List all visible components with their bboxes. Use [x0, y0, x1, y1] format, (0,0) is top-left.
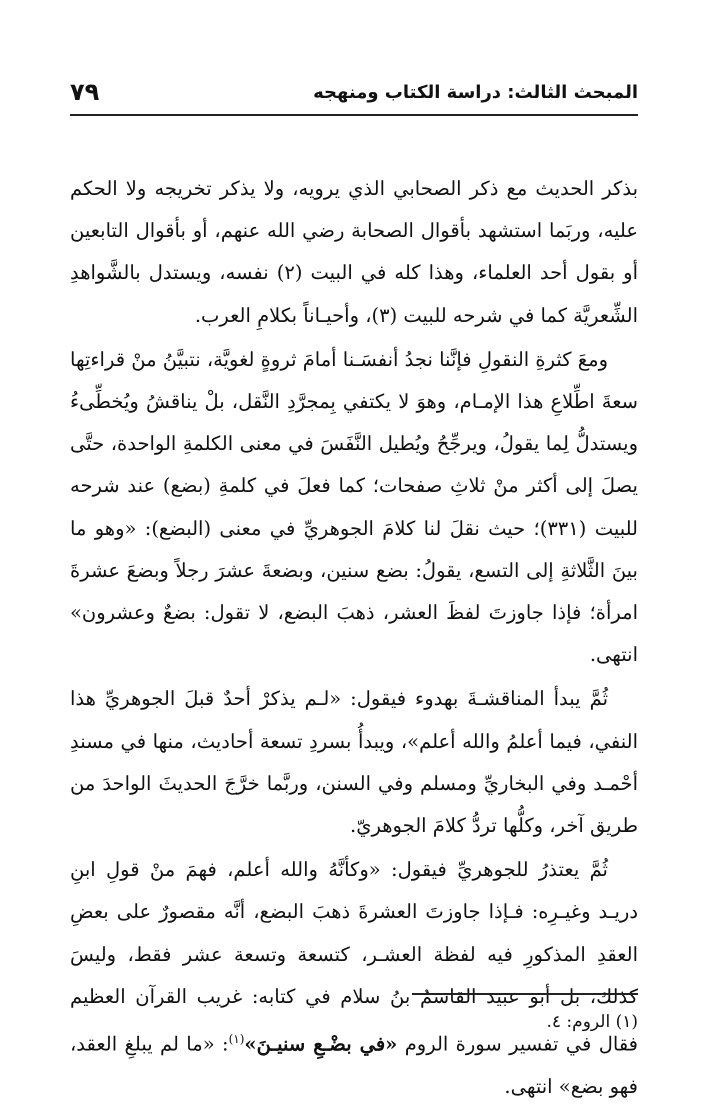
quranic-quote: «في بضْـعِ سنيـنَ» [244, 1032, 398, 1056]
footnote: (١) الروم: ٤. [546, 1012, 638, 1032]
header-divider [70, 114, 638, 116]
paragraph-4 [70, 849, 638, 1108]
footnote-divider [412, 993, 638, 995]
paragraph-4-main: ثُمَّ يعتذرُ للجوهريِّ فيقول: «وكأنَّهُ والله أعلم، فهمَ منْ قولِ ابنِ دريـد وغيـرِه: فـإذا جاوزتَ العشرةَ ذهبَ البضع، أنَّه مقصورٌ على بعضِ العقدِ المذكورِ فيه لفظة العشـر، كتسعة وتسعة عشر فقط، وليسَ كذلك، بل أبو عبيد القاسمُ بنُ سلام في كتابه: غريب القرآن العظيم فقال في تفسير سورة الروم [70, 858, 639, 1056]
page-number: ٧٩ [70, 78, 100, 106]
running-title: المبحث الثالث: دراسة الكتاب ومنهجه [313, 82, 638, 103]
paragraph-2: ومعَ كثرةِ النقولِ فإنَّنا نجدُ أنفسَـنا أمامَ ثروةٍ لغويَّة، نتبيَّنُ منْ قراءتِها سعةَ اطِّلاعِ هذا الإمـام، وهوَ لا يكتفي بِمجرَّدِ النَّقل، بلْ يناقشُ ويُخطِّىءُ ويستدلُّ لِما يقولُ، ويرجِّحُ ويُطيل النَّفَسَ في معنى الكلمةِ الواحدة، حتَّى يصلَ إلى أكثر منْ ثلاثِ صفحات؛ كما فعلَ في كلمةِ (بضع) عند شرحه للبيت (٣٣١)؛ حيث نقلَ لنا كلامَ الجوهريِّ في معنى (البضع): «وهو ما بينَ الثَّلاثةِ إلى التسع، يقولُ: بضع سنين، وبضعةَ عشرَ رجلاً وبضعَ عشرةَ امرأة؛ فإذا جاوزتَ لفظَ العشر، ذهبَ البضع، لا تقول: بضعٌ وعشرون» انتهى. [70, 347, 639, 667]
page-header [70, 70, 638, 116]
body-text [70, 168, 638, 1110]
footnote-marker[interactable]: (١) [228, 1032, 245, 1047]
paragraph-4-end: : «ما لم يبلغِ العقد، فهو بضع» انتهى. [70, 1032, 638, 1098]
paragraph-1: بذكر الحديث مع ذكر الصحابي الذي يرويه، ولا يذكر تخريجه ولا الحكم عليه، وربَما استشهد بأقوال الصحابة رضي الله عنهم، أو بأقوال التابعين أو بقول أحد العلماء، وهذا كله في البيت (٢) نفسه، ويستدل بالشَّواهدِ الشِّعريَّة كما في شرحه للبيت (٣)، وأحيـاناً بكلامِ العرب. [70, 177, 638, 327]
paragraph-3: ثُمَّ يبدأ المناقشـةَ بهدوء فيقول: «لـم يذكرْ أحدٌ قبلَ الجوهريِّ هذا النفي، فيما أعلمُ والله أعلم»، ويبدأُ بسردِ تسعة أحاديث، منها في مسندِ أحْمـد وفي البخاريِّ ومسلم وفي السنن، وربَّما خرَّجَ الحديثَ الواحدَ من طريق آخر، وكلُّها تردُّ كلامَ الجوهريّ. [70, 687, 638, 838]
